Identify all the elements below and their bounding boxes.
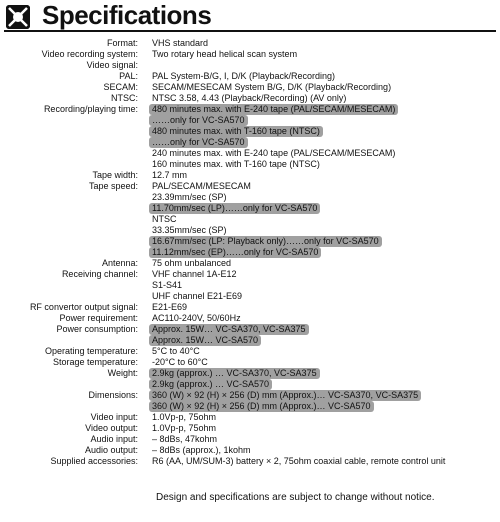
spec-row — [0, 236, 500, 247]
spec-value-highlighted: 2.9kg (approx.) … VC-SA570 — [149, 379, 272, 390]
spec-value: Two rotary head helical scan system — [152, 49, 298, 59]
spec-value-highlighted: Approx. 15W… VC-SA370, VC-SA375 — [149, 324, 309, 335]
spec-value: NTSC 3.58, 4.43 (Playback/Recording) (AV only) — [152, 93, 347, 103]
spec-label: Format: — [106, 38, 138, 48]
spec-label: PAL: — [119, 71, 138, 81]
spec-row — [0, 335, 500, 346]
spec-row — [0, 324, 500, 335]
spec-row — [0, 60, 500, 71]
spec-label: Recording/playing time: — [43, 104, 138, 114]
spec-value-highlighted: 480 minutes max. with T-160 tape (NTSC) — [149, 126, 323, 137]
spec-value-highlighted: 11.70mm/sec (LP)……only for VC-SA570 — [149, 203, 320, 214]
spec-row — [0, 159, 500, 170]
spec-label: Audio input: — [90, 434, 138, 444]
spec-row — [0, 247, 500, 258]
spec-value-highlighted: 360 (W) × 92 (H) × 256 (D) mm (Approx.)… VC-SA370, VC-SA375 — [149, 390, 421, 401]
spec-row — [0, 269, 500, 280]
spec-row — [0, 192, 500, 203]
page-title: Specifications — [42, 0, 212, 30]
spec-row — [0, 38, 500, 49]
spec-value: 160 minutes max. with T-160 tape (NTSC) — [152, 159, 320, 169]
disclaimer-note: Design and specifications are subject to change without notice. — [156, 492, 435, 503]
spec-row — [0, 357, 500, 368]
spec-row — [0, 445, 500, 456]
spec-label: Antenna: — [101, 258, 138, 268]
spec-value: UHF channel E21-E69 — [152, 291, 243, 301]
spec-value: PAL/SECAM/MESECAM — [152, 181, 251, 191]
spec-label: Power consumption: — [56, 324, 138, 334]
spec-row — [0, 302, 500, 313]
spec-row — [0, 104, 500, 115]
spec-value: 1.0Vp-p, 75ohm — [152, 423, 217, 433]
spec-row — [0, 82, 500, 93]
spec-row — [0, 214, 500, 225]
spec-row — [0, 280, 500, 291]
spec-value: 75 ohm unbalanced — [152, 258, 232, 268]
spec-value: PAL System-B/G, I, D/K (Playback/Recording) — [152, 71, 336, 81]
spec-label: SECAM: — [103, 82, 138, 92]
spec-row — [0, 93, 500, 104]
spec-value: – 8dBs (approx.), 1kohm — [152, 445, 251, 455]
spec-row — [0, 203, 500, 214]
spec-row — [0, 401, 500, 412]
spec-label: Dimensions: — [88, 390, 138, 400]
spec-row — [0, 423, 500, 434]
spec-value: VHF channel 1A-E12 — [152, 269, 237, 279]
spec-label: Receiving channel: — [61, 269, 138, 279]
spec-row — [0, 379, 500, 390]
spec-table — [0, 38, 500, 467]
spec-row — [0, 170, 500, 181]
spec-label: NTSC: — [111, 93, 138, 103]
spec-value-highlighted: ……only for VC-SA570 — [149, 137, 248, 148]
spec-row — [0, 148, 500, 159]
spec-value: S1-S41 — [152, 280, 183, 290]
spec-value-highlighted: 16.67mm/sec (LP: Playback only)……only for VC-SA570 — [149, 236, 382, 247]
spec-row — [0, 137, 500, 148]
spec-label: Video output: — [85, 423, 138, 433]
spec-value-highlighted: 2.9kg (approx.) … VC-SA370, VC-SA375 — [149, 368, 320, 379]
spec-value-highlighted: 480 minutes max. with E-240 tape (PAL/SECAM/MESECAM) — [149, 104, 398, 115]
spec-value-highlighted: Approx. 15W… VC-SA570 — [149, 335, 261, 346]
spec-row — [0, 390, 500, 401]
spec-label: Weight: — [107, 368, 138, 378]
spec-row — [0, 258, 500, 269]
spec-label: RF convertor output signal: — [29, 302, 138, 312]
spec-value: AC110-240V, 50/60Hz — [152, 313, 241, 323]
spec-row — [0, 181, 500, 192]
spec-row — [0, 49, 500, 60]
spec-label: Supplied accessories: — [50, 456, 138, 466]
spec-value: E21-E69 — [152, 302, 188, 312]
spec-value-highlighted: ……only for VC-SA570 — [149, 115, 248, 126]
spec-value: 240 minutes max. with E-240 tape (PAL/SECAM/MESECAM) — [152, 148, 396, 158]
spec-value-highlighted: 11.12mm/sec (EP)……only for VC-SA570 — [149, 247, 321, 258]
spec-row — [0, 412, 500, 423]
spec-value: 33.35mm/sec (SP) — [152, 225, 227, 235]
spec-row — [0, 368, 500, 379]
spec-value: NTSC — [152, 214, 177, 224]
spec-label: Tape width: — [92, 170, 138, 180]
title-rule — [4, 30, 496, 32]
spec-label: Video input: — [90, 412, 138, 422]
spec-value: 1.0Vp-p, 75ohm — [152, 412, 217, 422]
spec-row — [0, 71, 500, 82]
spec-row — [0, 225, 500, 236]
spec-value: SECAM/MESECAM System B/G, D/K (Playback/Recording) — [152, 82, 392, 92]
spec-row — [0, 291, 500, 302]
spec-label: Audio output: — [84, 445, 138, 455]
spec-row — [0, 346, 500, 357]
spec-value: VHS standard — [152, 38, 209, 48]
spec-label: Operating temperature: — [44, 346, 138, 356]
spec-value-highlighted: 360 (W) × 92 (H) × 256 (D) mm (Approx.)… VC-SA570 — [149, 401, 374, 412]
spec-row — [0, 115, 500, 126]
spec-value: 23.39mm/sec (SP) — [152, 192, 227, 202]
spec-value: 5°C to 40°C — [152, 346, 200, 356]
spec-value: -20°C to 60°C — [152, 357, 208, 367]
spec-value: 12.7 mm — [152, 170, 188, 180]
spec-row — [0, 126, 500, 137]
spec-label: Video recording system: — [41, 49, 138, 59]
spec-label: Video signal: — [86, 60, 138, 70]
spec-label: Tape speed: — [88, 181, 138, 191]
specifications-icon — [6, 5, 30, 29]
spec-row — [0, 456, 500, 467]
spec-value: R6 (AA, UM/SUM-3) battery × 2, 75ohm coaxial cable, remote control unit — [152, 456, 446, 466]
spec-value: – 8dBs, 47kohm — [152, 434, 218, 444]
spec-label: Power requirement: — [59, 313, 138, 323]
spec-label: Storage temperature: — [52, 357, 138, 367]
spec-row — [0, 434, 500, 445]
spec-row — [0, 313, 500, 324]
